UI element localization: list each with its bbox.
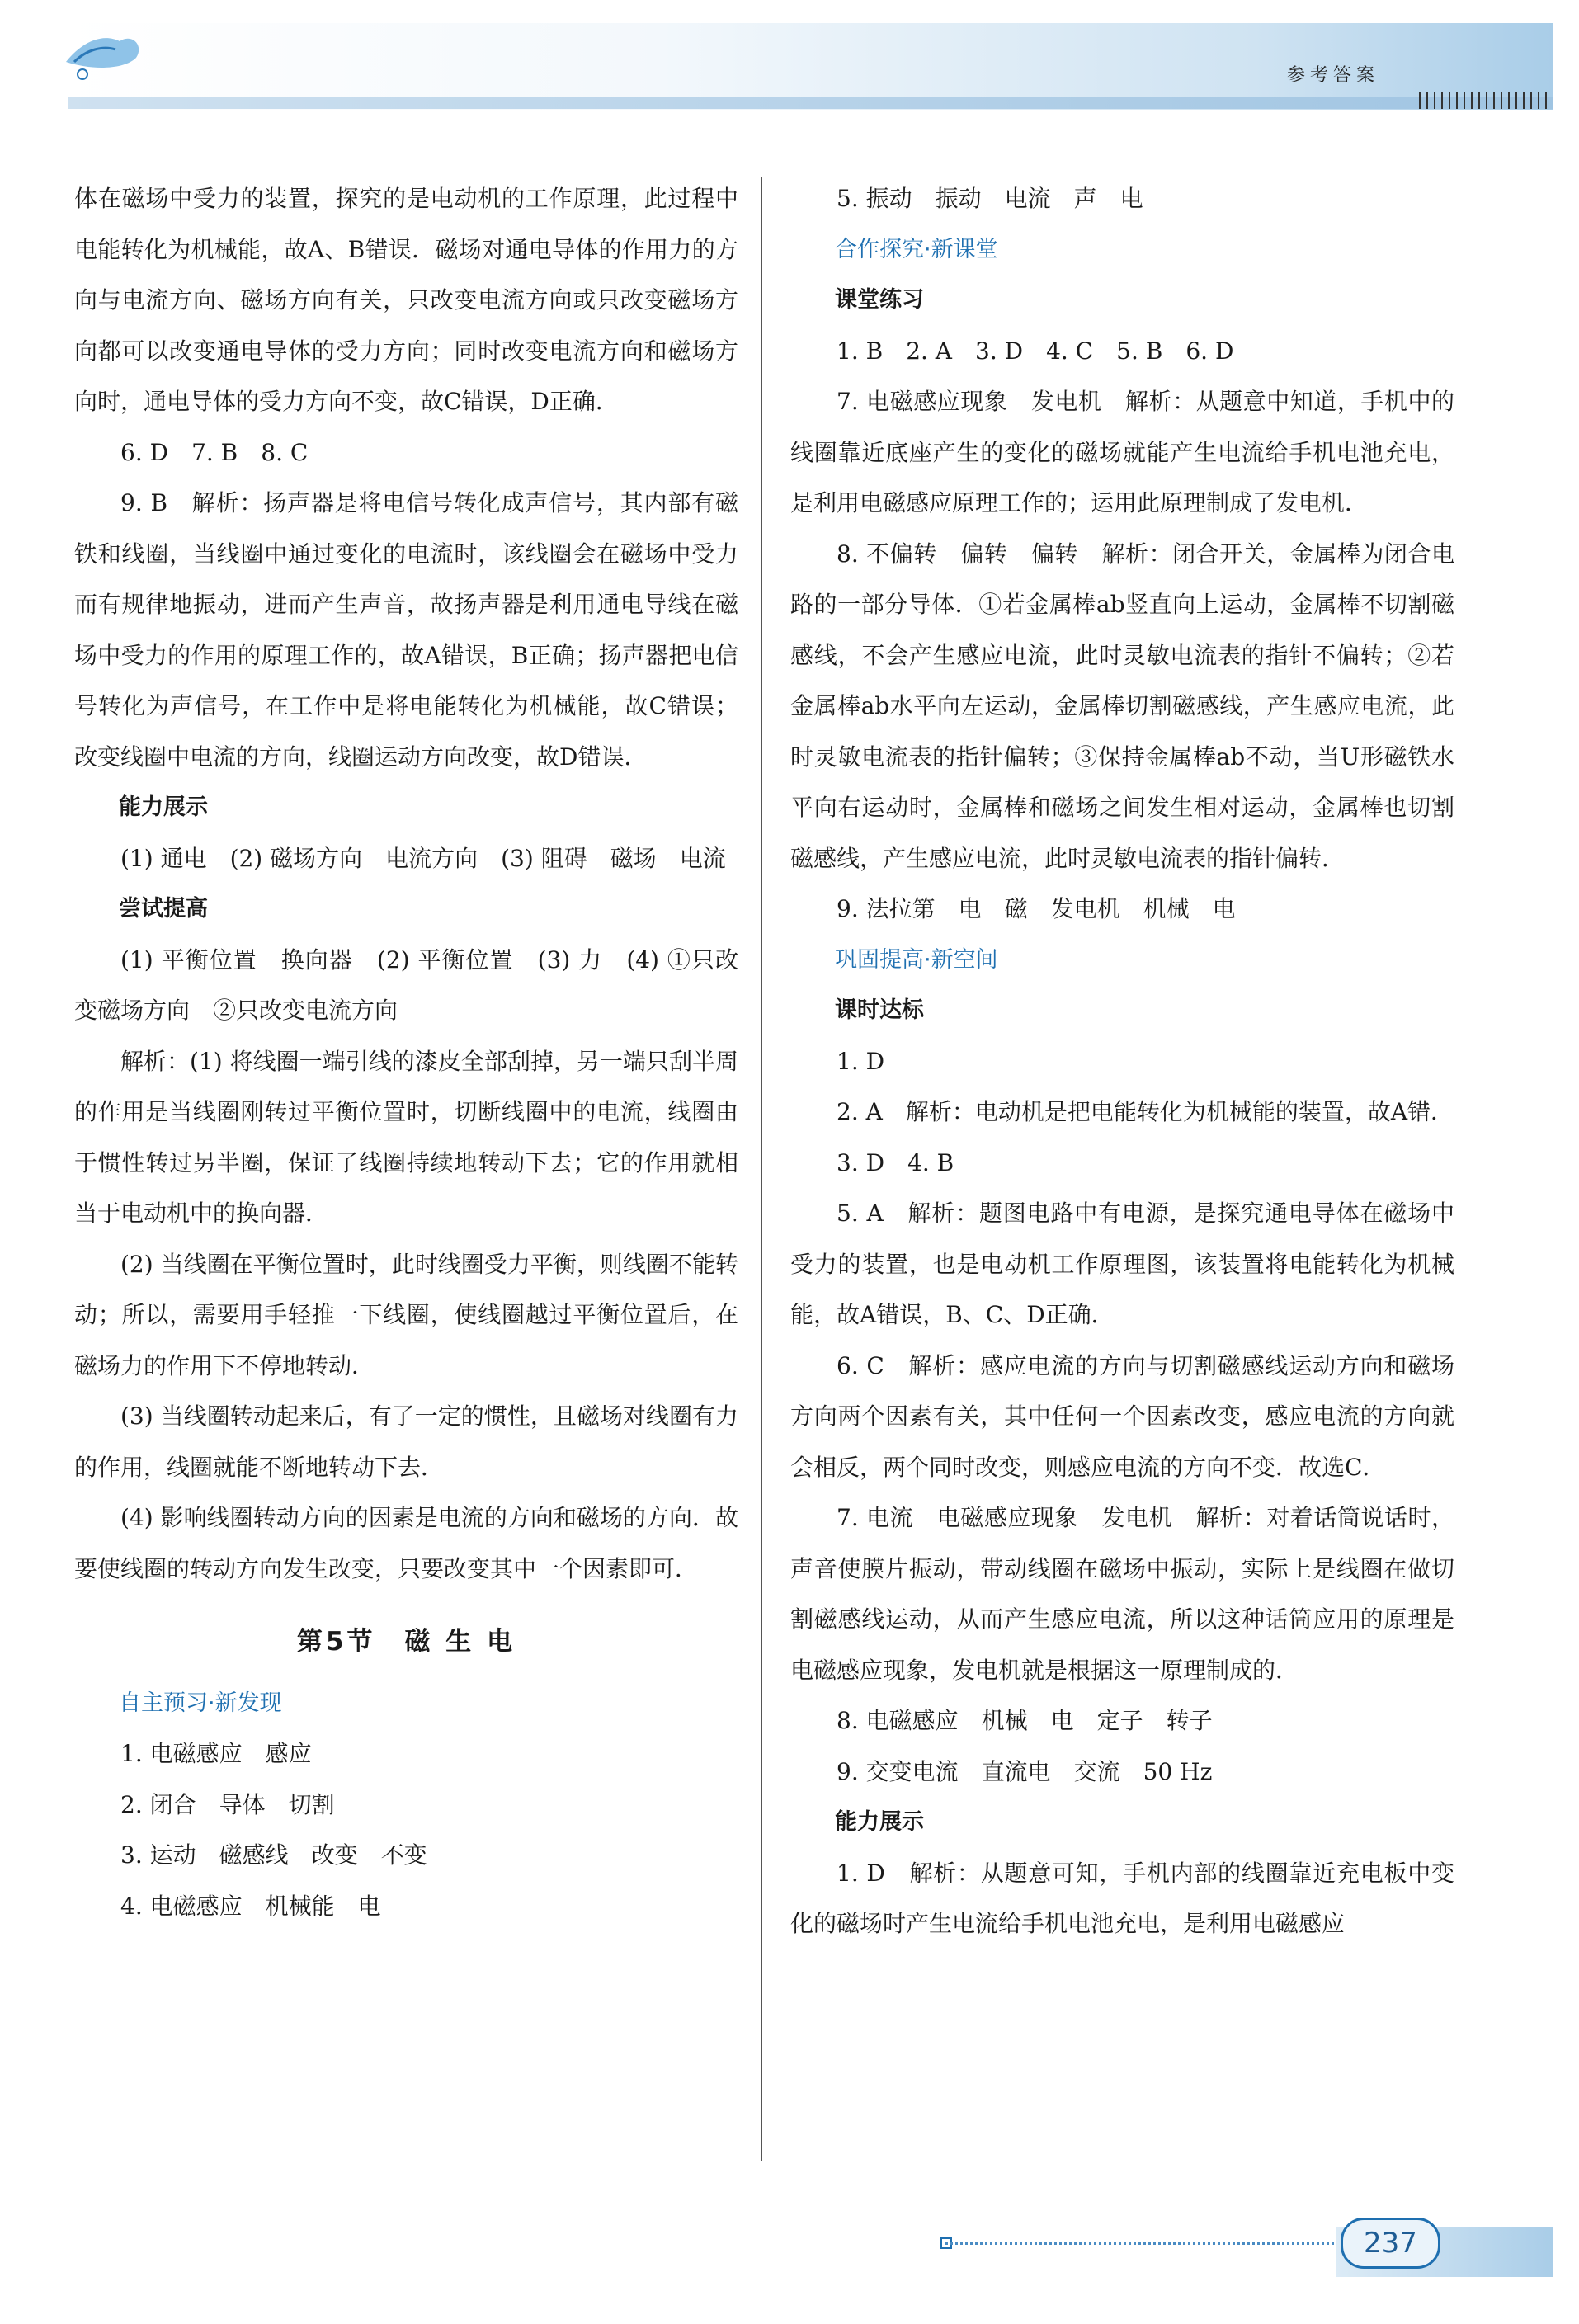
right-paragraph: 1. D (837, 1047, 885, 1075)
left-paragraph: (3) 当线圈转动起来后，有了一定的惯性，且磁场对线圈有力的作用，线圈就能不断地转动下去． (74, 1402, 738, 1481)
right-section-label: 巩固提高·新空间 (835, 946, 998, 973)
right-heading: 课时达标 (835, 997, 924, 1023)
right-paragraph: 7. 电磁感应现象 发电机 解析：从题意中知道，手机中的线圈靠近底座产生的变化的磁场就能产生电流给手机电池充电，是利用电磁感应原理工作的；运用此原理制成了发电机． (790, 388, 1454, 516)
left-paragraph: 解析：(1) 将线圈一端引线的漆皮全部刮掉，另一端只刮半周的作用是当线圈刚转过平衡位置时，切断线圈中的电流，线圈由于惯性转过另半圈，保证了线圈持续地转动下去；它的作用就相当于电动机中的换向器． (74, 1047, 738, 1227)
left-paragraph: 9. B 解析：扬声器是将电信号转化成声信号，其内部有磁铁和线圈，当线圈中通过变化的电流时，该线圈会在磁场中受力而有规律地振动，进而产生声音，故扬声器是利用通电导线在磁场中受力的作用的原理工作的，故A错误，B正确；扬声器把电信号转化为声信号，在工作中是将电能转化为机械能，故C错误；改变线圈中电流的方向，线圈运动方向改变，故D错误． (74, 489, 738, 771)
right-paragraph: 9. 交变电流 直流电 交流 50 Hz (837, 1757, 1213, 1785)
left-paragraph: (1) 通电 (2) 磁场方向 电流方向 (3) 阻碍 磁场 电流 (120, 844, 726, 872)
right-paragraph: 5. A 解析：题图电路中有电源，是探究通电导体在磁场中受力的装置，也是电动机工作原理图，该装置将电能转化为机械能，故A错误，B、C、D正确． (790, 1200, 1454, 1328)
right-paragraph: 3. D 4. B (837, 1148, 954, 1176)
right-paragraph: 9. 法拉第 电 磁 发电机 机械 电 (837, 895, 1236, 922)
header-ticks (1419, 92, 1551, 109)
right-column (790, 173, 1454, 1949)
page-header (0, 0, 1579, 124)
right-paragraph: 8. 不偏转 偏转 偏转 解析：闭合开关，金属棒为闭合电路的一部分导体．①若金属棒ab竖直向上运动，金属棒不切割磁感线，不会产生感应电流，此时灵敏电流表的指针不偏转；②若金属棒ab水平向左运动，金属棒切割磁感线，产生感应电流，此时灵敏电流表的指针偏转；③保持金属棒ab不动，当U形磁铁水平向右运动时，金属棒和磁场之间发生相对运动，金属棒也切割磁感线，产生感应电流，此时灵敏电流表的指针偏转． (790, 540, 1454, 872)
bird-logo-icon (58, 25, 148, 91)
left-heading: 尝试提高 (119, 896, 208, 922)
column-divider (761, 177, 762, 2161)
header-label: 参考答案 (1287, 65, 1380, 86)
left-section-label: 自主预习·新发现 (119, 1690, 282, 1716)
left-paragraph: 1. 电磁感应 感应 (120, 1740, 312, 1767)
left-paragraph: (4) 影响线圈转动方向的因素是电流的方向和磁场的方向．故要使线圈的转动方向发生改变，只要改变其中一个因素即可． (74, 1504, 738, 1582)
left-paragraph: (1) 平衡位置 换向器 (2) 平衡位置 (3) 力 (4) ①只改变磁场方向 ②只改变电流方向 (74, 945, 738, 1024)
right-paragraph: 6. C 解析：感应电流的方向与切割磁感线运动方向和磁场方向两个因素有关，其中任何一个因素改变，感应电流的方向就会相反，两个同时改变，则感应电流的方向不变．故选C． (790, 1351, 1454, 1481)
right-paragraph: 1. D 解析：从题意可知，手机内部的线圈靠近充电板中变化的磁场时产生电流给手机电池充电，是利用电磁感应 (790, 1859, 1454, 1937)
left-column (74, 173, 738, 1931)
footer-dotted-line (945, 2242, 1341, 2245)
right-paragraph: 5. 振动 振动 电流 声 电 (837, 185, 1143, 212)
right-heading: 能力展示 (835, 1809, 924, 1835)
left-heading: 能力展示 (119, 794, 208, 820)
left-paragraph: 体在磁场中受力的装置，探究的是电动机的工作原理，此过程中电能转化为机械能，故A、B错误．磁场对通电导体的作用力的方向与电流方向、磁场方向有关，只改变电流方向或只改变磁场方向都可以改变通电导体的受力方向；同时改变电流方向和磁场方向时，通电导体的受力方向不变，故C错误，D正确． (74, 185, 738, 415)
right-paragraph: 1. B 2. A 3. D 4. C 5. B 6. D (837, 337, 1234, 365)
right-paragraph: 7. 电流 电磁感应现象 发电机 解析：对着话筒说话时，声音使膜片振动，带动线圈在磁场中振动，实际上是线圈在做切割磁感线运动，从而产生感应电流，所以这种话筒应用的原理是电磁感应现象，发电机就是根据这一原理制成的． (790, 1504, 1454, 1684)
left-paragraph: 6. D 7. B 8. C (120, 438, 309, 466)
left-paragraph: 2. 闭合 导体 切割 (120, 1790, 335, 1818)
right-heading: 课堂练习 (835, 287, 924, 313)
left-section-title: 第5节 磁 生 电 (296, 1627, 516, 1657)
right-paragraph: 2. A 解析：电动机是把电能转化为机械能的装置，故A错． (837, 1098, 1454, 1125)
page-number: 237 (1341, 2218, 1440, 2269)
header-rule (68, 97, 1553, 109)
right-paragraph: 8. 电磁感应 机械 电 定子 转子 (837, 1707, 1213, 1734)
left-paragraph: 4. 电磁感应 机械能 电 (120, 1892, 381, 1920)
left-paragraph: (2) 当线圈在平衡位置时，此时线圈受力平衡，则线圈不能转动；所以，需要用手轻推一下线圈，使线圈越过平衡位置后，在磁场力的作用下不停地转动． (74, 1250, 738, 1379)
right-section-label: 合作探究·新课堂 (835, 236, 998, 262)
left-paragraph: 3. 运动 磁感线 改变 不变 (120, 1841, 427, 1869)
